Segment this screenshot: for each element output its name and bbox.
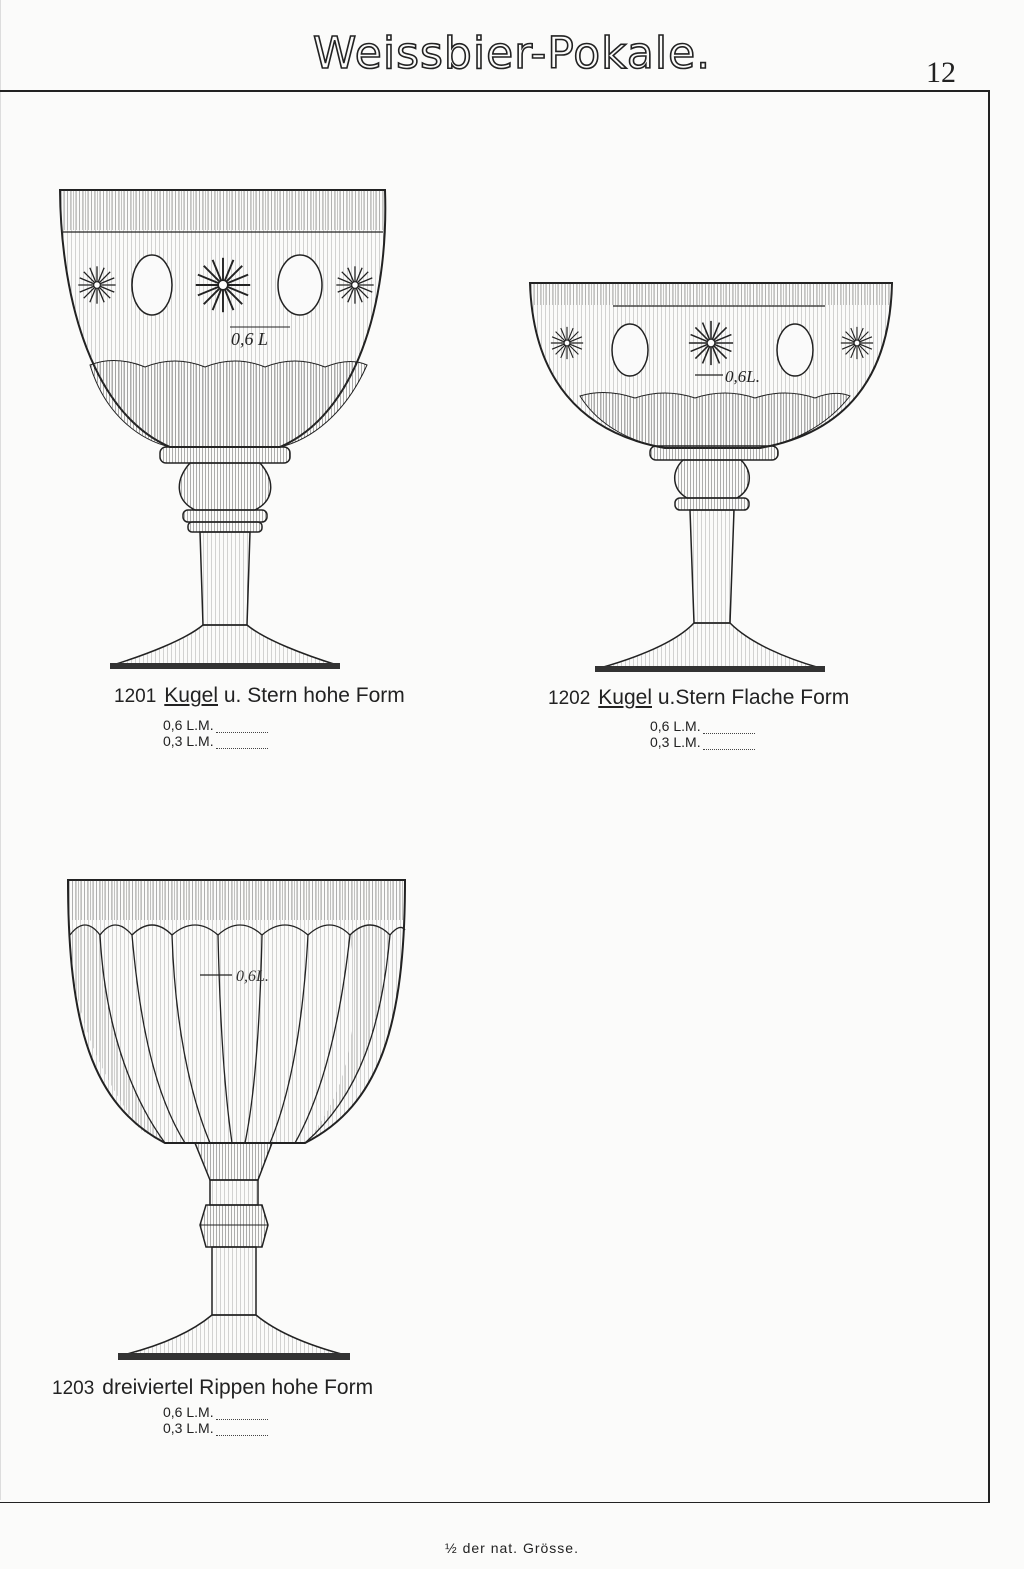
caption-1203 [52,1376,373,1400]
item-number: 1202 [548,688,591,709]
page-title: Weissbier-Pokale. [312,28,712,79]
size-small: 0,3 L.M. [163,733,214,749]
sizes-1202 [650,718,755,750]
glass-1202-volume-mark: 0,6L. [725,367,760,386]
item-name-underlined: Kugel [164,684,218,707]
page-number: 12 [926,56,956,89]
glass-1201-volume-mark: 0,6 L [231,329,269,349]
size-small: 0,3 L.M. [650,734,701,750]
item-number: 1203 [52,1378,95,1399]
caption-1201 [114,684,405,708]
scale-note: ½ der nat. Grösse. [445,1540,579,1556]
item-number: 1201 [114,686,157,707]
size-large: 0,6 L.M. [163,717,214,733]
caption-1202 [548,686,849,710]
item-name-underlined: Kugel [598,686,652,709]
item-name: dreiviertel Rippen hohe Form [102,1376,374,1399]
item-name: u. Stern hohe Form [223,684,405,707]
item-name: u.Stern Flache Form [657,686,850,709]
size-large: 0,6 L.M. [650,718,701,734]
size-small: 0,3 L.M. [163,1420,214,1436]
glass-1203-volume-mark: 0,6L. [236,968,269,985]
sizes-1203 [163,1404,268,1436]
sizes-1201 [163,717,268,749]
glass-1202-illustration [525,278,900,683]
glass-1203-illustration [60,875,410,1370]
size-large: 0,6 L.M. [163,1404,214,1420]
glass-1201-illustration [55,185,395,680]
